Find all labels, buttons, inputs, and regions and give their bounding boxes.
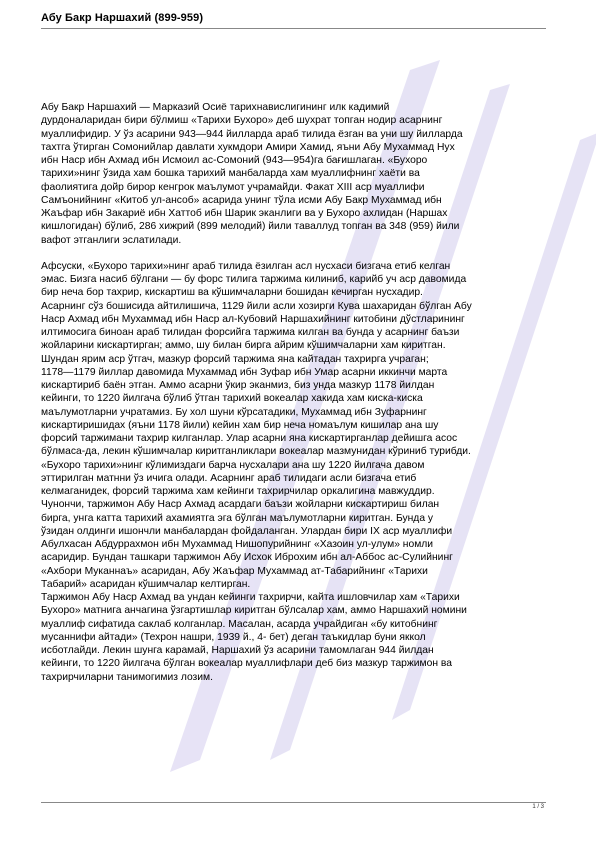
text-line: форсий таржимани тахрир килганлар. Улар асарни яна кискартирганлар дейишга асос [41, 433, 458, 444]
text-line: мусаннифи айтади» (Техрон нашри, 1939 й., 4- бет) деган таъкидлар буни яккол [41, 631, 426, 643]
header-divider [41, 28, 546, 29]
paragraph-1 [41, 101, 553, 247]
text-line: вафот этганлиги эслатилади. [41, 234, 182, 246]
text-line: Таржимон Абу Наср Ахмад ва ундан кейинги тахрирчи, кайта ишловчилар хам «Тарихи [41, 592, 460, 603]
text-line: Асарнинг сўз бошисида айтилишича, 1129 йили асли хозирги Кува шахаридан бўлган Абу [41, 300, 472, 312]
text-line: муаллиф сифатида саклаб колганлар. Масалан, асарда учрайдиган «бу китобнинг [41, 618, 438, 630]
text-line: Бухоро» матнига анчагина ўзгартишлар киритган бўлсалар хам, аммо Наршахий номини [41, 605, 467, 617]
text-line: кишлогидан) бўлиб, 286 хижрий (899 мелодий) йили таваллуд топган ва 348 (959) йили [41, 221, 460, 233]
text-line: кейинги, то 1220 йилгача бўлган вокеалар муаллифлари деб биз мазкур таржимон ва [41, 658, 452, 670]
text-line: бўлмаса-да, лекин кўшимчалар киритганликлари вокеалар мазмунидан кўриниб турибди. [41, 446, 471, 458]
text-line: Абу Бакр Наршахий — Марказий Осиё тарихнавислигининг илк кадимий [41, 102, 390, 113]
document-title: Абу Бакр Наршахий (899-959) [41, 12, 204, 24]
text-line: кискартириб баён этган. Аммо асарни ўкир эканмиз, биз унда мазкур 1178 йилдан [41, 380, 435, 391]
text-line: дурдоналаридан бири бўлмиш «Тарихи Бухоро» деб шухрат топган нодир асарнинг [41, 115, 443, 127]
text-line: фаолиятига дойр бирор кенгрок маълумот учрамайди. Факат XIII аср муаллифи [41, 181, 425, 193]
text-line: тарихи»нинг ўзида хам бошка тарихий манбаларда хам муаллифнинг хаёти ва [41, 168, 420, 180]
text-line: тахтга ўтирган Сомонийлар давлати хукмдори Амири Хамид, яъни Абу Мухаммад Нух [41, 141, 455, 153]
text-line: Наср Ахмад ибн Мухаммад ибн Наср ал-Кубовий Наршахийнинг китобини дўстларининг [41, 313, 465, 325]
footer-divider [41, 802, 546, 803]
text-line: Жаъфар ибн Закариё ибн Хаттоб ибн Шарик эканлиги ва у Бухоро ахлидан (Наршах [41, 208, 448, 219]
text-line: ибн Наср ибн Ахмад ибн Исмоил ас-Сомоний (943—954)га бағишлаган. «Бухоро [41, 155, 428, 166]
text-line: жойларини кискартирган; аммо, шу билан бирга айрим кўшимчаларни хам киритган. [41, 340, 446, 352]
text-line: эттирилган матнни ўз ичига олади. Асарнинг араб тилидаги асли бизгача етиб [41, 472, 417, 484]
text-line: исботлайди. Лекин шунга карамай, Наршахий ўз асарини тамомлаган 944 йилдан [41, 645, 434, 656]
article-body [41, 101, 553, 684]
text-line: Самъонийнинг «Китоб ул-ансоб» асарида унинг тўла исми Абу Бакр Мухаммад ибн [41, 194, 442, 206]
text-line: маълумотларни учратамиз. Бу хол шуни кўрсатадики, Мухаммад ибн Зуфарнинг [41, 406, 427, 418]
text-line: 1178—1179 йиллар давомида Мухаммад ибн Зуфар ибн Умар асарни иккинчи марта [41, 366, 448, 378]
text-line: кискартиришидах (яъни 1178 йили) кейин хам бир неча номаълум кишилар ана шу [41, 419, 439, 431]
text-line: кейинги, то 1220 йилгача бўлиб ўтган тарихий вокеалар хакида хам киска-киска [41, 393, 423, 405]
text-line: келмаганидек, форсий таржима хам кейинги тахрирчилар оркалигина мавжуддир. [41, 486, 435, 497]
text-line: «Ахбори Муканнаъ» асаридан, Абу Жаъфар Мухаммад ат-Табарийнинг «Тарихи [41, 565, 428, 577]
text-line: Табарий» асаридан кўшимчалар келтирган. [41, 578, 251, 590]
text-line: ўзидан олдинги ишончли манбалардан фойдаланган. Улардан бири IX аср муаллифи [41, 525, 453, 537]
text-line: Шундан ярим аср ўтгач, мазкур форсий таржима яна кайтадан тахрирга учраган; [41, 353, 429, 365]
text-line: бир неча бор тахрир, кискартиш ва кўшимчаларни бошидан кечирган нусхадир. [41, 287, 423, 299]
paragraph-2 [41, 260, 553, 684]
text-line: Афсуски, «Бухоро тарихи»нинг араб тилида ёзилган асл нусхаси бизгача етиб келган [41, 260, 451, 272]
text-line: Чунончи, таржимон Абу Наср Ахмад асардаги баъзи жойларни кискартириш билан [41, 499, 440, 511]
text-line: Абулхасан Абдуррахмон ибн Мухаммад Нишопурийнинг «Хазоин ул-улум» номли [41, 539, 434, 550]
text-line: «Бухоро тарихи»нинг кўлимиздаги барча нусхалари ана шу 1220 йилгача давом [41, 459, 425, 471]
text-line: илтимосига биноан араб тилидан форсийга таржима килган ва бунда у асарнинг баъзи [41, 327, 460, 338]
text-line: бирга, унга катта тарихий ахамиятга эга бўлган маълумотларни киритган. Бунда у [41, 512, 434, 524]
text-line: тахрирчиларни танимогимиз лозим. [41, 671, 213, 683]
text-line: эмас. Бизга насиб бўлгани — бу форс тилига таржима килиниб, карийб уч аср давомида [41, 274, 467, 285]
text-line: муаллифидир. У ўз асарини 943—944 йилларда араб тилида ёзган ва уни шу йилларда [41, 128, 463, 140]
text-line: асаридир. Бундан ташкари таржимон Абу Исхок Иброхим ибн ал-Аббос ас-Сулийнинг [41, 552, 453, 564]
page-number: 1 / 3 [532, 804, 544, 810]
